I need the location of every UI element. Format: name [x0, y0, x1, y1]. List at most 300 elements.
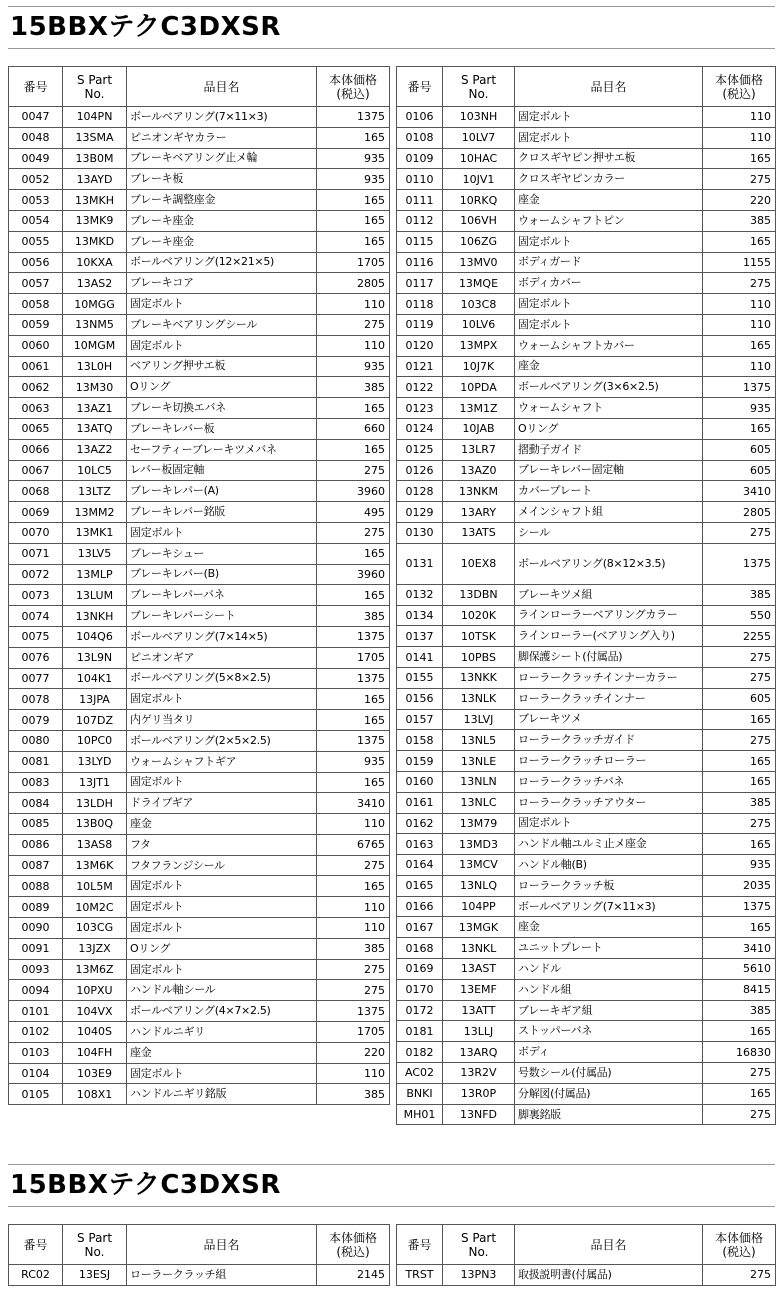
row-item-name: 脚裏銘版: [515, 1104, 703, 1125]
table-row: [9, 1084, 390, 1105]
title-rule: [8, 1164, 775, 1165]
table-row: [397, 959, 776, 980]
table-row: [9, 418, 390, 439]
header-number: 番号: [9, 1225, 63, 1265]
row-item-name: レバー板固定軸: [127, 460, 317, 481]
row-part-no: 13AZ0: [443, 460, 515, 481]
row-item-name: 摺動子ガイド: [515, 439, 703, 460]
row-item-name: 固定ボルト: [515, 127, 703, 148]
row-number: 0106: [397, 107, 443, 128]
parts-table-right: [396, 1224, 776, 1286]
row-part-no: 13ATT: [443, 1000, 515, 1021]
header-price-line1: 本体価格: [328, 72, 377, 87]
row-item-name: ブレーキ板: [127, 169, 317, 190]
row-item-name: ラインローラー(ベアリング入り): [515, 626, 703, 647]
row-part-no: 13M6K: [63, 855, 127, 876]
table-row: [9, 190, 390, 211]
row-price: 935: [317, 169, 390, 190]
row-price: 3410: [703, 938, 776, 959]
row-part-no: 13L9N: [63, 647, 127, 668]
row-number: 0111: [397, 190, 443, 211]
row-price: 550: [703, 605, 776, 626]
header-part-no: [63, 1225, 127, 1265]
row-price: 220: [703, 190, 776, 211]
row-item-name: 固定ボルト: [515, 294, 703, 315]
row-part-no: 103NH: [443, 107, 515, 128]
table-row: [397, 398, 776, 419]
row-number: 0080: [9, 730, 63, 751]
row-part-no: 13MQE: [443, 273, 515, 294]
row-part-no: 13ARQ: [443, 1042, 515, 1063]
table-row: [9, 481, 390, 502]
row-price: 110: [317, 814, 390, 835]
row-item-name: ハンドル軸シール: [127, 980, 317, 1001]
header-part-no-line2: No.: [468, 1244, 489, 1259]
table-row: [397, 377, 776, 398]
table-row: [397, 169, 776, 190]
table-row: [397, 148, 776, 169]
row-part-no: 13NM5: [63, 314, 127, 335]
row-part-no: 103E9: [63, 1063, 127, 1084]
row-number: 0067: [9, 460, 63, 481]
table-row: [9, 834, 390, 855]
row-number: 0122: [397, 377, 443, 398]
row-number: 0072: [9, 564, 63, 585]
parts-table-left: [8, 66, 390, 1105]
row-number: 0090: [9, 918, 63, 939]
row-number: 0091: [9, 938, 63, 959]
table-row: [397, 1265, 776, 1286]
row-number: 0105: [9, 1084, 63, 1105]
row-number: 0137: [397, 626, 443, 647]
row-part-no: 13EMF: [443, 979, 515, 1000]
table-row: [397, 896, 776, 917]
row-number: 0103: [9, 1042, 63, 1063]
row-item-name: ローラークラッチインナーカラー: [515, 667, 703, 688]
row-item-name: 固定ボルト: [127, 522, 317, 543]
table-row: [397, 938, 776, 959]
row-number: 0129: [397, 502, 443, 523]
table-row: [397, 1083, 776, 1104]
row-item-name: 固定ボルト: [515, 314, 703, 335]
row-number: 0081: [9, 751, 63, 772]
row-part-no: 13MPX: [443, 335, 515, 356]
row-part-no: 104PN: [63, 107, 127, 128]
row-part-no: 103C8: [443, 294, 515, 315]
row-item-name: ハンドル: [515, 959, 703, 980]
row-item-name: 内ゲリ当タリ: [127, 710, 317, 731]
row-part-no: 13LYD: [63, 751, 127, 772]
row-item-name: ユニットプレート: [515, 938, 703, 959]
row-part-no: 13MM2: [63, 502, 127, 523]
row-number: 0053: [9, 190, 63, 211]
table-header-row: [9, 67, 390, 107]
table-row: [9, 959, 390, 980]
row-item-name: 座金: [127, 1042, 317, 1063]
row-item-name: Oリング: [127, 938, 317, 959]
row-price: 3960: [317, 564, 390, 585]
table-row: [9, 814, 390, 835]
row-part-no: 13B0Q: [63, 814, 127, 835]
table-row: [9, 127, 390, 148]
row-item-name: 固定ボルト: [127, 294, 317, 315]
row-price: 165: [317, 543, 390, 564]
row-number: 0077: [9, 668, 63, 689]
row-number: 0126: [397, 460, 443, 481]
row-item-name: ウォームシャフトカバー: [515, 335, 703, 356]
table-row: [9, 897, 390, 918]
row-part-no: 13LTZ: [63, 481, 127, 502]
row-part-no: 13M6Z: [63, 959, 127, 980]
row-part-no: 10KXA: [63, 252, 127, 273]
row-number: AC02: [397, 1063, 443, 1084]
header-price-line2: (税込): [722, 86, 756, 101]
header-part-no: [443, 1225, 515, 1265]
row-part-no: 10J7K: [443, 356, 515, 377]
row-part-no: 104VX: [63, 1001, 127, 1022]
row-item-name: ボールベアリング(3×6×2.5): [515, 377, 703, 398]
row-number: 0089: [9, 897, 63, 918]
row-item-name: 固定ボルト: [127, 1063, 317, 1084]
table-row: [397, 314, 776, 335]
table-row: [397, 418, 776, 439]
table-row: [397, 107, 776, 128]
header-price: [317, 67, 390, 107]
row-price: 385: [317, 1084, 390, 1105]
row-price: 275: [703, 1265, 776, 1286]
row-item-name: カバープレート: [515, 481, 703, 502]
table-row: [397, 294, 776, 315]
row-part-no: 13LDH: [63, 793, 127, 814]
header-price: [317, 1225, 390, 1265]
row-part-no: 10HAC: [443, 148, 515, 169]
header-part-no-line2: No.: [468, 86, 489, 101]
row-part-no: 13AS2: [63, 273, 127, 294]
row-price: 165: [703, 751, 776, 772]
row-number: 0134: [397, 605, 443, 626]
row-price: 1375: [317, 626, 390, 647]
row-part-no: 10PC0: [63, 730, 127, 751]
row-price: 2805: [703, 502, 776, 523]
row-item-name: ブレーキギア組: [515, 1000, 703, 1021]
row-price: 5610: [703, 959, 776, 980]
row-price: 935: [317, 751, 390, 772]
row-price: 220: [317, 1042, 390, 1063]
row-number: 0168: [397, 938, 443, 959]
row-item-name: ハンドルニギリ: [127, 1022, 317, 1043]
table-row: [397, 127, 776, 148]
row-price: 385: [703, 210, 776, 231]
row-part-no: 13JT1: [63, 772, 127, 793]
row-number: 0130: [397, 522, 443, 543]
header-part-no-line1: S Part: [76, 1230, 113, 1245]
row-price: 1155: [703, 252, 776, 273]
row-price: 165: [703, 1021, 776, 1042]
row-price: 165: [703, 148, 776, 169]
row-item-name: ドライブギア: [127, 793, 317, 814]
row-price: 385: [317, 377, 390, 398]
table-row: [397, 730, 776, 751]
row-number: 0167: [397, 917, 443, 938]
row-item-name: ボールベアリング(7×14×5): [127, 626, 317, 647]
row-number: 0059: [9, 314, 63, 335]
row-item-name: ローラークラッチガイド: [515, 730, 703, 751]
header-price-line2: (税込): [722, 1244, 756, 1259]
table-row: [397, 502, 776, 523]
row-item-name: 座金: [515, 190, 703, 211]
row-part-no: 13JPA: [63, 689, 127, 710]
row-price: 1375: [703, 543, 776, 584]
row-price: 8415: [703, 979, 776, 1000]
table-row: [9, 855, 390, 876]
row-part-no: 10TSK: [443, 626, 515, 647]
row-part-no: 13LR7: [443, 439, 515, 460]
row-number: 0065: [9, 418, 63, 439]
row-part-no: 13LVJ: [443, 709, 515, 730]
row-number: TRST: [397, 1265, 443, 1286]
row-number: 0128: [397, 481, 443, 502]
header-part-no: [443, 67, 515, 107]
row-price: 1375: [317, 730, 390, 751]
table-row: [9, 439, 390, 460]
header-part-no-line1: S Part: [460, 72, 497, 87]
row-number: 0163: [397, 834, 443, 855]
row-number: 0181: [397, 1021, 443, 1042]
header-part-no-line2: No.: [84, 1244, 105, 1259]
row-part-no: 13M30: [63, 377, 127, 398]
row-part-no: 10PXU: [63, 980, 127, 1001]
row-price: 275: [703, 647, 776, 668]
row-number: 0162: [397, 813, 443, 834]
row-price: 605: [703, 439, 776, 460]
row-price: 275: [703, 273, 776, 294]
table-row: [9, 730, 390, 751]
table-row: [9, 793, 390, 814]
table-row: [397, 979, 776, 1000]
header-price: [703, 1225, 776, 1265]
table-row: [397, 335, 776, 356]
row-item-name: ボールベアリング(7×11×3): [515, 896, 703, 917]
row-item-name: ブレーキレバーシート: [127, 606, 317, 627]
table-row: [9, 918, 390, 939]
row-price: 275: [317, 522, 390, 543]
row-item-name: 固定ボルト: [515, 107, 703, 128]
row-item-name: ブレーキツメ組: [515, 584, 703, 605]
row-number: 0063: [9, 398, 63, 419]
row-item-name: ハンドル軸ユルミ止メ座金: [515, 834, 703, 855]
section-title: 15BBXテクC3DXSR: [10, 1170, 281, 1200]
table-row: [9, 522, 390, 543]
row-item-name: セーフティーブレーキツメバネ: [127, 439, 317, 460]
row-part-no: 13L0H: [63, 356, 127, 377]
table-row: [397, 273, 776, 294]
row-item-name: ブレーキベアリング止メ輪: [127, 148, 317, 169]
row-item-name: シール: [515, 522, 703, 543]
row-part-no: 10MGG: [63, 294, 127, 315]
table-row: [397, 834, 776, 855]
row-price: 275: [317, 855, 390, 876]
row-item-name: 固定ボルト: [127, 689, 317, 710]
row-item-name: ローラークラッチアウター: [515, 792, 703, 813]
row-number: 0141: [397, 647, 443, 668]
row-item-name: ハンドルニギリ銘版: [127, 1084, 317, 1105]
table-row: [397, 190, 776, 211]
table-row: [9, 314, 390, 335]
table-row: [9, 710, 390, 731]
row-item-name: ボールベアリング(12×21×5): [127, 252, 317, 273]
title-rule: [8, 48, 775, 49]
row-part-no: 10MGM: [63, 335, 127, 356]
table-row: [9, 1265, 390, 1286]
row-item-name: Oリング: [515, 418, 703, 439]
row-price: 110: [317, 897, 390, 918]
row-price: 275: [317, 460, 390, 481]
row-item-name: ベアリング押サエ板: [127, 356, 317, 377]
row-number: 0066: [9, 439, 63, 460]
row-price: 110: [703, 107, 776, 128]
row-part-no: 13JZX: [63, 938, 127, 959]
table-row: [397, 584, 776, 605]
row-number: 0078: [9, 689, 63, 710]
row-price: 165: [703, 335, 776, 356]
table-row: [9, 398, 390, 419]
row-part-no: 13R2V: [443, 1063, 515, 1084]
row-price: 165: [317, 210, 390, 231]
row-item-name: ローラークラッチ板: [515, 875, 703, 896]
table-row: [397, 751, 776, 772]
row-price: 165: [317, 190, 390, 211]
row-part-no: 13NKK: [443, 667, 515, 688]
row-item-name: ブレーキレバー板: [127, 418, 317, 439]
table-row: [397, 917, 776, 938]
row-item-name: ブレーキシュー: [127, 543, 317, 564]
row-price: 385: [317, 938, 390, 959]
row-price: 6765: [317, 834, 390, 855]
table-row: [9, 938, 390, 959]
row-number: 0049: [9, 148, 63, 169]
title-rule: [8, 6, 775, 7]
row-item-name: Oリング: [127, 377, 317, 398]
row-item-name: メインシャフト組: [515, 502, 703, 523]
row-part-no: 13R0P: [443, 1083, 515, 1104]
table-row: [9, 1001, 390, 1022]
row-price: 110: [703, 127, 776, 148]
table-row: [397, 1063, 776, 1084]
row-item-name: 固定ボルト: [515, 231, 703, 252]
page-title: 15BBXテクC3DXSR: [10, 12, 281, 42]
row-price: 165: [703, 917, 776, 938]
row-price: 165: [317, 398, 390, 419]
row-price: 275: [703, 1104, 776, 1125]
row-part-no: 10PDA: [443, 377, 515, 398]
row-item-name: クロスギヤピンカラー: [515, 169, 703, 190]
row-number: MH01: [397, 1104, 443, 1125]
row-price: 275: [317, 314, 390, 335]
row-part-no: 10JAB: [443, 418, 515, 439]
row-part-no: 13DBN: [443, 584, 515, 605]
row-number: 0121: [397, 356, 443, 377]
row-number: 0076: [9, 647, 63, 668]
header-number: 番号: [9, 67, 63, 107]
table-row: [397, 210, 776, 231]
row-part-no: 103CG: [63, 918, 127, 939]
table-row: [9, 626, 390, 647]
row-item-name: ピニオンギア: [127, 647, 317, 668]
row-number: 0119: [397, 314, 443, 335]
row-item-name: ボールベアリング(7×11×3): [127, 107, 317, 128]
row-number: 0074: [9, 606, 63, 627]
row-price: 165: [317, 689, 390, 710]
row-price: 110: [317, 918, 390, 939]
row-price: 1375: [703, 896, 776, 917]
header-item-name: 品目名: [515, 67, 703, 107]
row-number: 0157: [397, 709, 443, 730]
row-price: 2805: [317, 273, 390, 294]
row-number: RC02: [9, 1265, 63, 1286]
table-row: [9, 689, 390, 710]
row-price: 935: [703, 855, 776, 876]
row-price: 165: [703, 771, 776, 792]
row-price: 275: [703, 522, 776, 543]
row-number: 0075: [9, 626, 63, 647]
row-price: 165: [317, 772, 390, 793]
table-row: [9, 169, 390, 190]
row-part-no: 13NL5: [443, 730, 515, 751]
row-item-name: ウォームシャフトギア: [127, 751, 317, 772]
row-number: 0052: [9, 169, 63, 190]
row-number: 0161: [397, 792, 443, 813]
row-price: 605: [703, 460, 776, 481]
row-number: 0166: [397, 896, 443, 917]
table-row: [397, 481, 776, 502]
table-row: [9, 1063, 390, 1084]
row-number: 0104: [9, 1063, 63, 1084]
row-part-no: 13NLK: [443, 688, 515, 709]
row-number: 0058: [9, 294, 63, 315]
row-price: 3410: [317, 793, 390, 814]
row-item-name: ブレーキツメ: [515, 709, 703, 730]
header-part-no: [63, 67, 127, 107]
header-price-line1: 本体価格: [714, 1230, 763, 1245]
table-row: [9, 1042, 390, 1063]
table-row: [9, 210, 390, 231]
row-price: 165: [317, 439, 390, 460]
header-item-name: 品目名: [127, 1225, 317, 1265]
row-price: 165: [317, 231, 390, 252]
row-part-no: 13NFD: [443, 1104, 515, 1125]
row-price: 110: [703, 314, 776, 335]
row-number: 0117: [397, 273, 443, 294]
row-part-no: 13MK1: [63, 522, 127, 543]
row-number: 0112: [397, 210, 443, 231]
row-price: 16830: [703, 1042, 776, 1063]
row-part-no: 13MK9: [63, 210, 127, 231]
row-price: 275: [703, 1063, 776, 1084]
row-number: 0156: [397, 688, 443, 709]
row-price: 1375: [317, 1001, 390, 1022]
row-part-no: 10EX8: [443, 543, 515, 584]
row-item-name: ブレーキ調整座金: [127, 190, 317, 211]
row-part-no: 13AYD: [63, 169, 127, 190]
table-header-row: [397, 1225, 776, 1265]
row-price: 2145: [317, 1265, 390, 1286]
row-item-name: ローラークラッチバネ: [515, 771, 703, 792]
row-price: 275: [703, 667, 776, 688]
row-part-no: 13SMA: [63, 127, 127, 148]
row-item-name: フタ: [127, 834, 317, 855]
row-item-name: 取扱説明書(付属品): [515, 1265, 703, 1286]
row-item-name: ブレーキ切換エバネ: [127, 398, 317, 419]
